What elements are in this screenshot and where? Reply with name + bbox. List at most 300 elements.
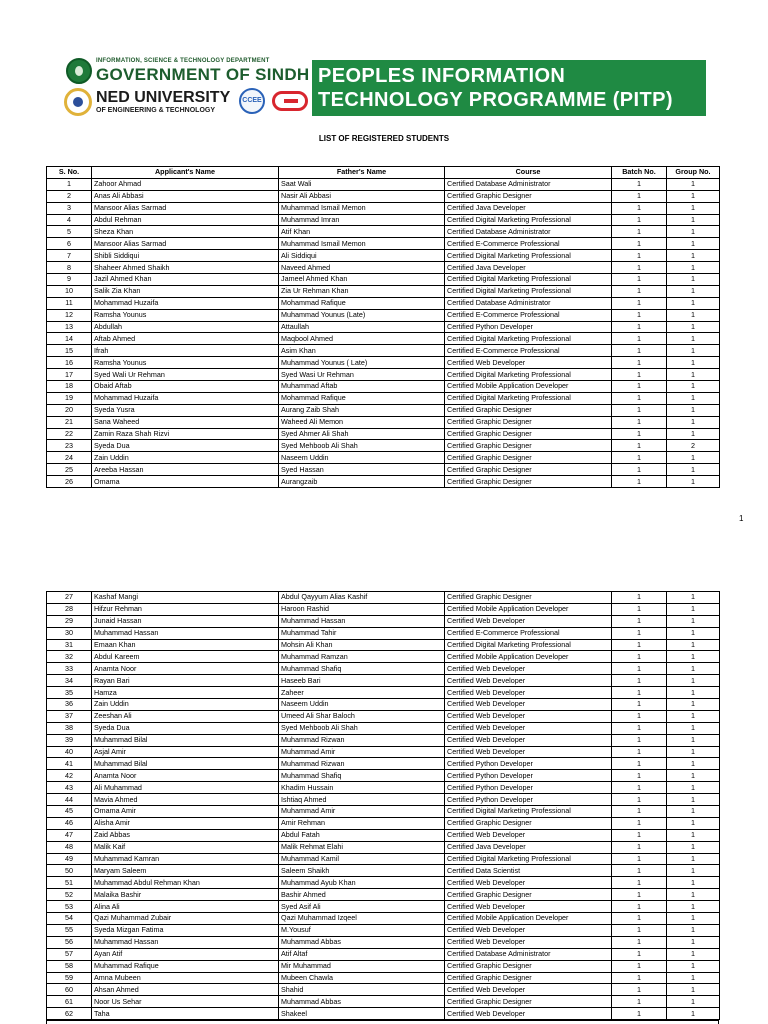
cell-father-name: Muhammad Imran bbox=[279, 214, 445, 226]
cell-course: Certified Web Developer bbox=[445, 687, 612, 699]
cell-applicant-name: Aftab Ahmed bbox=[92, 333, 279, 345]
table-row bbox=[47, 262, 720, 274]
cell-applicant-name: Mohammad Huzaifa bbox=[92, 392, 279, 404]
table-row bbox=[47, 889, 720, 901]
cell-batch: 1 bbox=[612, 651, 667, 663]
table-row bbox=[47, 381, 720, 393]
table-row bbox=[47, 675, 720, 687]
cell-batch: 1 bbox=[612, 746, 667, 758]
col-header-father: Father's Name bbox=[279, 167, 445, 179]
cell-course: Certified Mobile Application Developer bbox=[445, 603, 612, 615]
cell-group: 1 bbox=[667, 770, 720, 782]
cell-father-name: M.Yousuf bbox=[279, 924, 445, 936]
cell-group: 1 bbox=[667, 178, 720, 190]
cell-father-name: Saat Wali bbox=[279, 178, 445, 190]
table-row bbox=[47, 877, 720, 889]
cell-father-name: Muhammad Abbas bbox=[279, 996, 445, 1008]
cell-group: 1 bbox=[667, 345, 720, 357]
cell-applicant-name: Mavia Ahmed bbox=[92, 794, 279, 806]
table-row bbox=[47, 428, 720, 440]
cell-applicant-name: Zahoor Ahmad bbox=[92, 178, 279, 190]
cell-applicant-name: Sheza Khan bbox=[92, 226, 279, 238]
cell-course: Certified Web Developer bbox=[445, 663, 612, 675]
cell-applicant-name: Zain Uddin bbox=[92, 452, 279, 464]
cell-father-name: Asim Khan bbox=[279, 345, 445, 357]
ned-block bbox=[62, 87, 312, 117]
cell-father-name: Waheed Ali Memon bbox=[279, 416, 445, 428]
cell-sno: 44 bbox=[47, 794, 92, 806]
cell-sno: 23 bbox=[47, 440, 92, 452]
table-row bbox=[47, 178, 720, 190]
cell-applicant-name: Anamta Noor bbox=[92, 770, 279, 782]
cell-sno: 42 bbox=[47, 770, 92, 782]
cell-father-name: Abdul Qayyum Alias Kashif bbox=[279, 592, 445, 604]
cell-course: Certified Web Developer bbox=[445, 722, 612, 734]
page-number: 1 bbox=[739, 514, 744, 523]
cell-applicant-name: Syeda Mizgan Fatima bbox=[92, 924, 279, 936]
cell-sno: 11 bbox=[47, 297, 92, 309]
cell-course: Certified Web Developer bbox=[445, 924, 612, 936]
cell-course: Certified Java Developer bbox=[445, 202, 612, 214]
table-row bbox=[47, 345, 720, 357]
cell-father-name: Muhammad Hassan bbox=[279, 615, 445, 627]
cell-course: Certified Web Developer bbox=[445, 936, 612, 948]
table-row-partial bbox=[46, 1020, 719, 1024]
cell-course: Certified Mobile Application Developer bbox=[445, 381, 612, 393]
cell-applicant-name: Muhammad Abdul Rehman Khan bbox=[92, 877, 279, 889]
cell-father-name: Muhammad Abbas bbox=[279, 936, 445, 948]
cell-applicant-name: Muhammad Kamran bbox=[92, 853, 279, 865]
cell-sno: 32 bbox=[47, 651, 92, 663]
cell-applicant-name: Muhammad Hassan bbox=[92, 936, 279, 948]
cell-course: Certified Graphic Designer bbox=[445, 464, 612, 476]
cell-applicant-name: Abdul Rehman bbox=[92, 214, 279, 226]
table-row bbox=[47, 817, 720, 829]
cell-sno: 35 bbox=[47, 687, 92, 699]
cell-course: Certified Graphic Designer bbox=[445, 817, 612, 829]
cell-father-name: Mohammad Rafique bbox=[279, 392, 445, 404]
cell-course: Certified Database Administrator bbox=[445, 297, 612, 309]
cell-group: 1 bbox=[667, 250, 720, 262]
cell-father-name: Saleem Shaikh bbox=[279, 865, 445, 877]
cell-batch: 1 bbox=[612, 984, 667, 996]
cell-batch: 1 bbox=[612, 901, 667, 913]
cell-group: 1 bbox=[667, 877, 720, 889]
cell-group: 1 bbox=[667, 214, 720, 226]
govt-title: GOVERNMENT OF SINDH bbox=[96, 65, 310, 84]
table-row bbox=[47, 214, 720, 226]
table-row bbox=[47, 250, 720, 262]
cell-batch: 1 bbox=[612, 615, 667, 627]
cell-father-name: Nasir Ali Abbasi bbox=[279, 190, 445, 202]
cell-applicant-name: Muhammad Bilal bbox=[92, 758, 279, 770]
cell-father-name: Amir Rehman bbox=[279, 817, 445, 829]
cell-applicant-name: Malaika Bashir bbox=[92, 889, 279, 901]
table-row bbox=[47, 829, 720, 841]
cell-applicant-name: Noor Us Sehar bbox=[92, 996, 279, 1008]
cell-batch: 1 bbox=[612, 710, 667, 722]
table-row bbox=[47, 924, 720, 936]
cell-father-name: Qazi Muhammad Izqeel bbox=[279, 913, 445, 925]
cell-batch: 1 bbox=[612, 687, 667, 699]
cell-course: Certified Graphic Designer bbox=[445, 440, 612, 452]
cell-father-name: Muhammad Amir bbox=[279, 806, 445, 818]
table-row bbox=[47, 722, 720, 734]
cell-batch: 1 bbox=[612, 782, 667, 794]
table-row bbox=[47, 357, 720, 369]
cell-father-name: Zaheer bbox=[279, 687, 445, 699]
cell-course: Certified Web Developer bbox=[445, 699, 612, 711]
cell-applicant-name: Ayan Atif bbox=[92, 948, 279, 960]
cell-sno: 43 bbox=[47, 782, 92, 794]
cell-batch: 1 bbox=[612, 416, 667, 428]
cell-sno: 51 bbox=[47, 877, 92, 889]
cell-batch: 1 bbox=[612, 877, 667, 889]
cell-batch: 1 bbox=[612, 226, 667, 238]
cell-sno: 7 bbox=[47, 250, 92, 262]
cell-father-name: Syed Ahmer Ali Shah bbox=[279, 428, 445, 440]
cell-group: 1 bbox=[667, 710, 720, 722]
cell-applicant-name: Zamin Raza Shah Rizvi bbox=[92, 428, 279, 440]
cell-course: Certified Graphic Designer bbox=[445, 404, 612, 416]
cell-sno: 49 bbox=[47, 853, 92, 865]
cell-course: Certified Digital Marketing Professional bbox=[445, 853, 612, 865]
cell-sno: 9 bbox=[47, 274, 92, 286]
cell-father-name: Attaullah bbox=[279, 321, 445, 333]
cell-sno: 12 bbox=[47, 309, 92, 321]
cell-father-name: Muhammad Shafiq bbox=[279, 663, 445, 675]
cell-father-name: Muhammad Aftab bbox=[279, 381, 445, 393]
cell-batch: 1 bbox=[612, 178, 667, 190]
cell-father-name: Shakeel bbox=[279, 1008, 445, 1020]
cell-course: Certified Digital Marketing Professional bbox=[445, 250, 612, 262]
cell-group: 1 bbox=[667, 889, 720, 901]
cell-group: 1 bbox=[667, 274, 720, 286]
cell-course: Certified Graphic Designer bbox=[445, 972, 612, 984]
table-row bbox=[47, 297, 720, 309]
cell-sno: 24 bbox=[47, 452, 92, 464]
cell-group: 1 bbox=[667, 734, 720, 746]
cell-sno: 58 bbox=[47, 960, 92, 972]
cell-father-name: Mohammad Rafique bbox=[279, 297, 445, 309]
table-row bbox=[47, 651, 720, 663]
cell-applicant-name: Muhammad Bilal bbox=[92, 734, 279, 746]
table-row bbox=[47, 321, 720, 333]
table-row bbox=[47, 404, 720, 416]
cell-group: 2 bbox=[667, 440, 720, 452]
cell-course: Certified Digital Marketing Professional bbox=[445, 285, 612, 297]
table-row bbox=[47, 770, 720, 782]
cell-course: Certified Python Developer bbox=[445, 321, 612, 333]
students-table-page1 bbox=[46, 166, 720, 488]
cell-batch: 1 bbox=[612, 274, 667, 286]
table-row bbox=[47, 853, 720, 865]
cell-batch: 1 bbox=[612, 663, 667, 675]
cell-sno: 56 bbox=[47, 936, 92, 948]
cell-course: Certified Graphic Designer bbox=[445, 592, 612, 604]
cell-applicant-name: Hifzur Rehman bbox=[92, 603, 279, 615]
table-row bbox=[47, 603, 720, 615]
cell-applicant-name: Asjal Amir bbox=[92, 746, 279, 758]
cell-father-name: Malik Rehmat Elahi bbox=[279, 841, 445, 853]
cell-applicant-name: Syeda Dua bbox=[92, 440, 279, 452]
cell-group: 1 bbox=[667, 202, 720, 214]
cell-group: 1 bbox=[667, 996, 720, 1008]
cell-group: 1 bbox=[667, 758, 720, 770]
cell-batch: 1 bbox=[612, 392, 667, 404]
cell-sno: 26 bbox=[47, 476, 92, 488]
cell-batch: 1 bbox=[612, 770, 667, 782]
cell-applicant-name: Syeda Yusra bbox=[92, 404, 279, 416]
cell-applicant-name: Jazil Ahmed Khan bbox=[92, 274, 279, 286]
cell-course: Certified Graphic Designer bbox=[445, 428, 612, 440]
col-header-applicant: Applicant's Name bbox=[92, 167, 279, 179]
cell-batch: 1 bbox=[612, 333, 667, 345]
cell-course: Certified Graphic Designer bbox=[445, 960, 612, 972]
cell-course: Certified Graphic Designer bbox=[445, 452, 612, 464]
cell-group: 1 bbox=[667, 639, 720, 651]
dept-name: INFORMATION, SCIENCE & TECHNOLOGY DEPARTMENT bbox=[96, 58, 270, 64]
cell-father-name: Jameel Ahmed Khan bbox=[279, 274, 445, 286]
cell-applicant-name: Omama bbox=[92, 476, 279, 488]
cell-batch: 1 bbox=[612, 794, 667, 806]
table-row bbox=[47, 369, 720, 381]
cell-applicant-name: Abdullah bbox=[92, 321, 279, 333]
cell-group: 1 bbox=[667, 722, 720, 734]
cell-group: 1 bbox=[667, 416, 720, 428]
cell-sno: 25 bbox=[47, 464, 92, 476]
cell-father-name: Mir Muhammad bbox=[279, 960, 445, 972]
cell-batch: 1 bbox=[612, 924, 667, 936]
table-row bbox=[47, 190, 720, 202]
cell-course: Certified Digital Marketing Professional bbox=[445, 274, 612, 286]
cell-course: Certified E-Commerce Professional bbox=[445, 345, 612, 357]
cell-course: Certified Digital Marketing Professional bbox=[445, 333, 612, 345]
cell-course: Certified E-Commerce Professional bbox=[445, 309, 612, 321]
cell-batch: 1 bbox=[612, 381, 667, 393]
cell-batch: 1 bbox=[612, 996, 667, 1008]
cell-group: 1 bbox=[667, 924, 720, 936]
cell-father-name: Syed Mehboob Ali Shah bbox=[279, 722, 445, 734]
cell-applicant-name: Kashaf Mangi bbox=[92, 592, 279, 604]
cell-sno: 62 bbox=[47, 1008, 92, 1020]
cell-course: Certified Graphic Designer bbox=[445, 476, 612, 488]
cell-father-name: Muhammad Rizwan bbox=[279, 758, 445, 770]
cell-sno: 6 bbox=[47, 238, 92, 250]
cell-applicant-name: Ali Muhammad bbox=[92, 782, 279, 794]
cell-sno: 5 bbox=[47, 226, 92, 238]
cell-father-name: Ishtiaq Ahmed bbox=[279, 794, 445, 806]
cell-course: Certified Database Administrator bbox=[445, 948, 612, 960]
table-row bbox=[47, 806, 720, 818]
table-row bbox=[47, 226, 720, 238]
cell-father-name: Abdul Fatah bbox=[279, 829, 445, 841]
cell-father-name: Atif Khan bbox=[279, 226, 445, 238]
cell-group: 1 bbox=[667, 392, 720, 404]
cell-course: Certified Python Developer bbox=[445, 770, 612, 782]
cell-father-name: Muhammad Ismail Memon bbox=[279, 238, 445, 250]
cell-group: 1 bbox=[667, 333, 720, 345]
cell-applicant-name: Zaid Abbas bbox=[92, 829, 279, 841]
cell-sno: 54 bbox=[47, 913, 92, 925]
cell-group: 1 bbox=[667, 603, 720, 615]
cell-batch: 1 bbox=[612, 722, 667, 734]
cell-group: 1 bbox=[667, 948, 720, 960]
cell-group: 1 bbox=[667, 381, 720, 393]
cell-group: 1 bbox=[667, 794, 720, 806]
cell-sno: 34 bbox=[47, 675, 92, 687]
cell-father-name: Mohsin Ali Khan bbox=[279, 639, 445, 651]
col-header-sno: S. No. bbox=[47, 167, 92, 179]
cell-batch: 1 bbox=[612, 369, 667, 381]
cell-sno: 60 bbox=[47, 984, 92, 996]
table-row bbox=[47, 687, 720, 699]
cell-group: 1 bbox=[667, 782, 720, 794]
table-row bbox=[47, 699, 720, 711]
cell-batch: 1 bbox=[612, 202, 667, 214]
cell-group: 1 bbox=[667, 663, 720, 675]
table-row bbox=[47, 309, 720, 321]
cell-batch: 1 bbox=[612, 936, 667, 948]
cell-father-name: Khadim Hussain bbox=[279, 782, 445, 794]
cell-applicant-name: Mansoor Alias Sarmad bbox=[92, 238, 279, 250]
pitp-line-2: TECHNOLOGY PROGRAMME (PITP) bbox=[318, 89, 673, 111]
cell-batch: 1 bbox=[612, 853, 667, 865]
cell-sno: 16 bbox=[47, 357, 92, 369]
cell-applicant-name: Zeeshan Ali bbox=[92, 710, 279, 722]
cell-group: 1 bbox=[667, 297, 720, 309]
cell-sno: 53 bbox=[47, 901, 92, 913]
cell-batch: 1 bbox=[612, 238, 667, 250]
pitp-banner bbox=[312, 60, 706, 116]
cell-sno: 39 bbox=[47, 734, 92, 746]
cell-father-name: Syed Mehboob Ali Shah bbox=[279, 440, 445, 452]
cell-group: 1 bbox=[667, 238, 720, 250]
cell-batch: 1 bbox=[612, 817, 667, 829]
cell-father-name: Muhammad Ayub Khan bbox=[279, 877, 445, 889]
cell-sno: 38 bbox=[47, 722, 92, 734]
cell-batch: 1 bbox=[612, 476, 667, 488]
cell-sno: 13 bbox=[47, 321, 92, 333]
cell-applicant-name: Mohammad Huzaifa bbox=[92, 297, 279, 309]
cell-father-name: Bashir Ahmed bbox=[279, 889, 445, 901]
cell-batch: 1 bbox=[612, 404, 667, 416]
cell-group: 1 bbox=[667, 226, 720, 238]
cell-applicant-name: Mansoor Alias Sarmad bbox=[92, 202, 279, 214]
cell-sno: 47 bbox=[47, 829, 92, 841]
cell-sno: 15 bbox=[47, 345, 92, 357]
cell-sno: 20 bbox=[47, 404, 92, 416]
table-row bbox=[47, 984, 720, 996]
cell-group: 1 bbox=[667, 936, 720, 948]
table-header-row bbox=[47, 167, 720, 179]
cell-group: 1 bbox=[667, 285, 720, 297]
cell-applicant-name: Obaid Aftab bbox=[92, 381, 279, 393]
cell-sno: 27 bbox=[47, 592, 92, 604]
students-table-page2 bbox=[46, 591, 720, 1020]
table-row bbox=[47, 746, 720, 758]
cell-batch: 1 bbox=[612, 297, 667, 309]
document-title: LIST OF REGISTERED STUDENTS bbox=[318, 134, 450, 143]
cell-batch: 1 bbox=[612, 758, 667, 770]
cell-course: Certified Database Administrator bbox=[445, 226, 612, 238]
cell-course: Certified Graphic Designer bbox=[445, 996, 612, 1008]
ned-title: NED UNIVERSITY bbox=[96, 89, 231, 106]
cell-father-name: Atif Altaf bbox=[279, 948, 445, 960]
table-row bbox=[47, 238, 720, 250]
cell-sno: 10 bbox=[47, 285, 92, 297]
cell-father-name: Muhammad Ramzan bbox=[279, 651, 445, 663]
cell-batch: 1 bbox=[612, 734, 667, 746]
table-row bbox=[47, 734, 720, 746]
table-row bbox=[47, 392, 720, 404]
cell-sno: 50 bbox=[47, 865, 92, 877]
cell-father-name: Naveed Ahmed bbox=[279, 262, 445, 274]
table-body-page2 bbox=[47, 592, 720, 1020]
table-row bbox=[47, 758, 720, 770]
cell-course: Certified Digital Marketing Professional bbox=[445, 806, 612, 818]
cell-father-name: Haroon Rashid bbox=[279, 603, 445, 615]
cell-batch: 1 bbox=[612, 309, 667, 321]
cell-applicant-name: Taha bbox=[92, 1008, 279, 1020]
pitp-line-1: PEOPLES INFORMATION bbox=[318, 65, 566, 87]
cell-course: Certified Web Developer bbox=[445, 615, 612, 627]
cell-father-name: Muhammad Amir bbox=[279, 746, 445, 758]
cell-sno: 19 bbox=[47, 392, 92, 404]
cell-group: 1 bbox=[667, 865, 720, 877]
table-row bbox=[47, 794, 720, 806]
cell-applicant-name: Abdul Kareem bbox=[92, 651, 279, 663]
cell-course: Certified Graphic Designer bbox=[445, 190, 612, 202]
cell-father-name: Aurang Zaib Shah bbox=[279, 404, 445, 416]
ned-mark-icon bbox=[272, 91, 308, 111]
cell-batch: 1 bbox=[612, 1008, 667, 1020]
cell-batch: 1 bbox=[612, 603, 667, 615]
cell-course: Certified Python Developer bbox=[445, 782, 612, 794]
cell-applicant-name: Ahsan Ahmed bbox=[92, 984, 279, 996]
cell-sno: 2 bbox=[47, 190, 92, 202]
cell-sno: 22 bbox=[47, 428, 92, 440]
cell-father-name: Syed Hassan bbox=[279, 464, 445, 476]
cell-batch: 1 bbox=[612, 262, 667, 274]
cell-group: 1 bbox=[667, 817, 720, 829]
cell-father-name: Muhammad Rizwan bbox=[279, 734, 445, 746]
cell-batch: 1 bbox=[612, 948, 667, 960]
cell-sno: 37 bbox=[47, 710, 92, 722]
ned-emblem-icon bbox=[64, 88, 92, 116]
cell-batch: 1 bbox=[612, 639, 667, 651]
cell-course: Certified E-Commerce Professional bbox=[445, 238, 612, 250]
cell-batch: 1 bbox=[612, 440, 667, 452]
cell-course: Certified Web Developer bbox=[445, 877, 612, 889]
cell-father-name: Naseem Uddin bbox=[279, 452, 445, 464]
cell-group: 1 bbox=[667, 592, 720, 604]
cell-batch: 1 bbox=[612, 190, 667, 202]
cell-applicant-name: Maryam Saleem bbox=[92, 865, 279, 877]
cell-applicant-name: Junaid Hassan bbox=[92, 615, 279, 627]
cell-applicant-name: Shaheer Ahmed Shaikh bbox=[92, 262, 279, 274]
cell-sno: 21 bbox=[47, 416, 92, 428]
cell-group: 1 bbox=[667, 464, 720, 476]
cell-group: 1 bbox=[667, 972, 720, 984]
cell-sno: 29 bbox=[47, 615, 92, 627]
cell-batch: 1 bbox=[612, 841, 667, 853]
cell-batch: 1 bbox=[612, 699, 667, 711]
table-row bbox=[47, 865, 720, 877]
cell-applicant-name: Malik Kaif bbox=[92, 841, 279, 853]
table-row bbox=[47, 274, 720, 286]
ccee-logo-icon: CCEE bbox=[239, 88, 265, 114]
